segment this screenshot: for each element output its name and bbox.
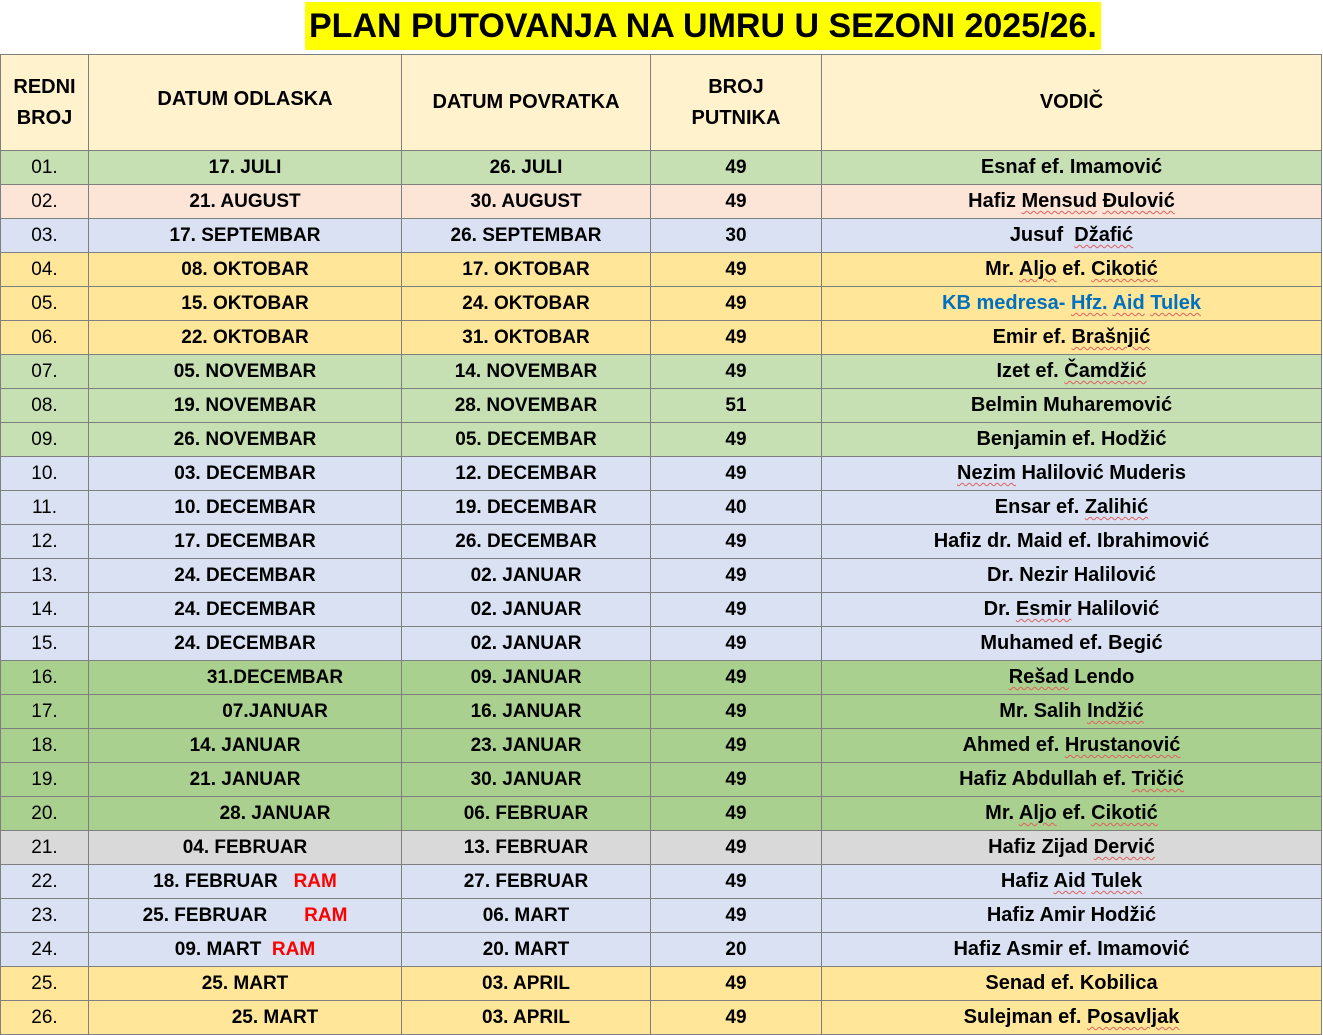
- passenger-count-cell: 40: [651, 491, 822, 525]
- row-number-cell: 11.: [1, 491, 89, 525]
- guide-name-part: Cikotić: [1091, 258, 1158, 280]
- table-row: [1, 219, 1322, 253]
- guide-name-part: Hafiz dr. Maid ef. Ibrahimović: [933, 530, 1210, 552]
- row-number-cell: 17.: [1, 695, 89, 729]
- return-date-cell: 03. APRIL: [402, 967, 651, 1001]
- ram-tag: RAM: [304, 905, 348, 926]
- departure-date: 24. DECEMBAR: [174, 565, 316, 586]
- departure-date-cell: [89, 253, 402, 287]
- table-row: [1, 491, 1322, 525]
- tag-gap: [267, 905, 304, 926]
- departure-date: 25. MART: [231, 1007, 319, 1028]
- guide-name-part: Belmin Muharemović: [970, 394, 1173, 416]
- return-date-cell: 09. JANUAR: [402, 661, 651, 695]
- guide-name-part: Lendo: [1068, 666, 1135, 688]
- return-date-cell: 06. FEBRUAR: [402, 797, 651, 831]
- departure-date-cell: [89, 321, 402, 355]
- table-row: [1, 151, 1322, 185]
- guide-name-part: Jusuf: [1009, 224, 1075, 246]
- return-date-cell: 28. NOVEMBAR: [402, 389, 651, 423]
- table-row: [1, 1001, 1322, 1035]
- departure-date: 17. JULI: [208, 157, 282, 178]
- return-date-cell: 19. DECEMBAR: [402, 491, 651, 525]
- header-datum-povratka: DATUM POVRATKA: [402, 55, 651, 151]
- passenger-count-cell: 49: [651, 763, 822, 797]
- return-date-cell: 03. APRIL: [402, 1001, 651, 1035]
- table-row: [1, 695, 1322, 729]
- guide-name-part: Cikotić: [1091, 802, 1158, 824]
- guide-name-part: Mr.: [985, 258, 1019, 280]
- departure-date-cell: [89, 797, 402, 831]
- return-date-cell: 05. DECEMBAR: [402, 423, 651, 457]
- row-number-cell: 07.: [1, 355, 89, 389]
- guide-name-part: Tulek: [1091, 870, 1143, 892]
- guide-name-part: Tulek: [1150, 292, 1201, 314]
- row-number-cell: 15.: [1, 627, 89, 661]
- departure-date-cell: [89, 933, 402, 967]
- return-date-cell: 24. OKTOBAR: [402, 287, 651, 321]
- passenger-count-cell: 49: [651, 797, 822, 831]
- passenger-count-cell: 49: [651, 151, 822, 185]
- guide-name-cell: [822, 831, 1322, 865]
- table-row: [1, 389, 1322, 423]
- guide-name-part: Hafiz Amir Hodžić: [986, 904, 1157, 926]
- guide-name-part: Aljo: [1018, 802, 1057, 824]
- return-date-cell: 02. JANUAR: [402, 627, 651, 661]
- guide-name-cell: [822, 355, 1322, 389]
- passenger-count-cell: 49: [651, 423, 822, 457]
- passenger-count-cell: 49: [651, 287, 822, 321]
- departure-date: 24. DECEMBAR: [174, 633, 316, 654]
- departure-date: 22. OKTOBAR: [181, 327, 309, 348]
- guide-name-part: Aid: [1053, 870, 1086, 892]
- passenger-count-cell: 49: [651, 899, 822, 933]
- guide-name-cell: [822, 933, 1322, 967]
- return-date-cell: 26. SEPTEMBAR: [402, 219, 651, 253]
- passenger-count-cell: 49: [651, 865, 822, 899]
- return-date-cell: 02. JANUAR: [402, 593, 651, 627]
- guide-name-part: Indžić: [1087, 700, 1144, 722]
- guide-name-part: Esmir: [1015, 598, 1072, 620]
- row-number-cell: 03.: [1, 219, 89, 253]
- table-row: [1, 967, 1322, 1001]
- departure-date-cell: [89, 967, 402, 1001]
- row-number-cell: 12.: [1, 525, 89, 559]
- departure-date-cell: [89, 763, 402, 797]
- row-number-cell: 10.: [1, 457, 89, 491]
- guide-name-part: Čamdžić: [1064, 360, 1147, 382]
- passenger-count-cell: 49: [651, 831, 822, 865]
- row-number-cell: 25.: [1, 967, 89, 1001]
- guide-name-part: Dr.: [983, 598, 1016, 620]
- guide-name-part: Dr. Nezir Halilović: [987, 564, 1156, 586]
- guide-name-part: Esnaf ef. Imamović: [980, 156, 1163, 178]
- guide-name-part: Hafiz: [968, 190, 1022, 212]
- guide-name-cell: [822, 593, 1322, 627]
- header-datum-odlaska: DATUM ODLASKA: [89, 55, 402, 151]
- guide-name-cell: [822, 457, 1322, 491]
- departure-date: 14. JANUAR: [189, 735, 301, 756]
- departure-date: 21. JANUAR: [189, 769, 301, 790]
- row-number-cell: 13.: [1, 559, 89, 593]
- page-title: PLAN PUTOVANJA NA UMRU U SEZONI 2025/26.: [305, 2, 1101, 50]
- return-date-cell: 26. JULI: [402, 151, 651, 185]
- departure-date-cell: [89, 457, 402, 491]
- guide-name-part: Izet ef.: [996, 360, 1065, 382]
- return-date-cell: 13. FEBRUAR: [402, 831, 651, 865]
- guide-name-part: KB medresa-: [942, 292, 1071, 314]
- guide-name-cell: [822, 559, 1322, 593]
- departure-date-cell: [89, 185, 402, 219]
- table-row: [1, 287, 1322, 321]
- departure-date-cell: [89, 831, 402, 865]
- guide-name-part: Halilović: [1071, 598, 1160, 620]
- header-redni-broj: REDNI BROJ: [1, 55, 89, 151]
- passenger-count-cell: 49: [651, 457, 822, 491]
- row-number-cell: 19.: [1, 763, 89, 797]
- row-number-cell: 14.: [1, 593, 89, 627]
- passenger-count-cell: 49: [651, 661, 822, 695]
- guide-name-part: Đulović: [1102, 190, 1175, 212]
- departure-date-cell: [89, 423, 402, 457]
- guide-name-part: Hfz.: [1070, 292, 1108, 314]
- guide-name-cell: [822, 797, 1322, 831]
- table-row: [1, 185, 1322, 219]
- departure-date-cell: [89, 525, 402, 559]
- guide-name-part: Rešad: [1008, 666, 1069, 688]
- guide-name-cell: [822, 967, 1322, 1001]
- departure-date-cell: [89, 1001, 402, 1035]
- guide-name-part: Ensar ef.: [994, 496, 1085, 518]
- departure-date: 08. OKTOBAR: [181, 259, 309, 280]
- guide-name-cell: [822, 763, 1322, 797]
- guide-name-part: Benjamin ef. Hodžić: [976, 428, 1167, 450]
- guide-name-cell: [822, 695, 1322, 729]
- umrah-schedule-table: [0, 54, 1322, 1035]
- departure-date: 10. DECEMBAR: [174, 497, 316, 518]
- departure-date: 21. AUGUST: [189, 191, 301, 212]
- departure-date: 31.DECEMBAR: [206, 667, 344, 688]
- departure-date: 19. NOVEMBAR: [173, 395, 317, 416]
- tag-gap: [278, 871, 294, 892]
- guide-name-part: Hafiz Asmir ef. Imamović: [953, 938, 1190, 960]
- departure-date: 07.JANUAR: [222, 701, 328, 722]
- return-date-cell: 02. JANUAR: [402, 559, 651, 593]
- table-row: [1, 559, 1322, 593]
- guide-name-part: ef.: [1056, 802, 1092, 824]
- departure-date: 28. JANUAR: [219, 803, 331, 824]
- row-number-cell: 05.: [1, 287, 89, 321]
- tag-gap: [261, 939, 272, 960]
- guide-name-cell: [822, 423, 1322, 457]
- table-row: [1, 593, 1322, 627]
- table-row: [1, 933, 1322, 967]
- ram-tag: RAM: [271, 939, 316, 960]
- passenger-count-cell: 49: [651, 695, 822, 729]
- guide-name-cell: [822, 865, 1322, 899]
- departure-date-cell: [89, 287, 402, 321]
- row-number-cell: 24.: [1, 933, 89, 967]
- departure-date: 26. NOVEMBAR: [173, 429, 317, 450]
- row-number-cell: 20.: [1, 797, 89, 831]
- guide-name-part: Muhamed ef. Begić: [980, 632, 1163, 654]
- guide-name-part: Ahmed ef.: [962, 734, 1065, 756]
- guide-name-part: Senad ef. Kobilica: [985, 972, 1158, 994]
- guide-name-part: Emir ef.: [992, 326, 1072, 348]
- passenger-count-cell: 49: [651, 627, 822, 661]
- passenger-count-cell: 49: [651, 185, 822, 219]
- departure-date-cell: [89, 661, 402, 695]
- guide-name-cell: [822, 525, 1322, 559]
- row-number-cell: 22.: [1, 865, 89, 899]
- table-row: [1, 321, 1322, 355]
- guide-name-part: Mr. Salih: [999, 700, 1088, 722]
- guide-name-part: Hafiz: [1000, 870, 1054, 892]
- guide-name-cell: [822, 1001, 1322, 1035]
- guide-name-part: Hafiz Zijad: [988, 836, 1094, 858]
- passenger-count-cell: 49: [651, 1001, 822, 1035]
- guide-name-part: Nezim: [957, 462, 1016, 484]
- return-date-cell: 23. JANUAR: [402, 729, 651, 763]
- table-row: [1, 423, 1322, 457]
- passenger-count-cell: 49: [651, 559, 822, 593]
- guide-name-cell: [822, 661, 1322, 695]
- guide-name-cell: [822, 899, 1322, 933]
- passenger-count-cell: 49: [651, 355, 822, 389]
- passenger-count-cell: 49: [651, 253, 822, 287]
- row-number-cell: 02.: [1, 185, 89, 219]
- departure-date: 24. DECEMBAR: [174, 599, 316, 620]
- table-row: [1, 355, 1322, 389]
- return-date-cell: 14. NOVEMBAR: [402, 355, 651, 389]
- table-row: [1, 627, 1322, 661]
- guide-name-part: Mensud: [1021, 190, 1098, 212]
- table-row: [1, 865, 1322, 899]
- table-row: [1, 457, 1322, 491]
- departure-date-cell: [89, 865, 402, 899]
- departure-date: 25. FEBRUAR: [142, 905, 268, 926]
- departure-date: 17. SEPTEMBAR: [169, 225, 321, 246]
- return-date-cell: 26. DECEMBAR: [402, 525, 651, 559]
- return-date-cell: 30. AUGUST: [402, 185, 651, 219]
- guide-name-part: Sulejman ef.: [963, 1006, 1088, 1028]
- departure-date-cell: [89, 151, 402, 185]
- return-date-cell: 31. OKTOBAR: [402, 321, 651, 355]
- passenger-count-cell: 49: [651, 967, 822, 1001]
- passenger-count-cell: 49: [651, 729, 822, 763]
- departure-date: 03. DECEMBAR: [174, 463, 316, 484]
- return-date-cell: 17. OKTOBAR: [402, 253, 651, 287]
- row-number-cell: 23.: [1, 899, 89, 933]
- table-row: [1, 797, 1322, 831]
- guide-name-part: Tričić: [1131, 768, 1184, 790]
- guide-name-cell: [822, 253, 1322, 287]
- row-number-cell: 08.: [1, 389, 89, 423]
- departure-date-cell: [89, 899, 402, 933]
- passenger-count-cell: 49: [651, 525, 822, 559]
- passenger-count-cell: 49: [651, 593, 822, 627]
- return-date-cell: 30. JANUAR: [402, 763, 651, 797]
- departure-date: 25. MART: [201, 973, 289, 994]
- departure-date-cell: [89, 593, 402, 627]
- row-number-cell: 16.: [1, 661, 89, 695]
- row-number-cell: 06.: [1, 321, 89, 355]
- departure-date-cell: [89, 729, 402, 763]
- departure-date-cell: [89, 355, 402, 389]
- row-number-cell: 26.: [1, 1001, 89, 1035]
- departure-date: 04. FEBRUAR: [182, 837, 308, 858]
- row-number-cell: 09.: [1, 423, 89, 457]
- departure-date: 17. DECEMBAR: [174, 531, 316, 552]
- return-date-cell: 20. MART: [402, 933, 651, 967]
- guide-name-part: Aljo: [1018, 258, 1057, 280]
- ram-tag: RAM: [293, 871, 337, 892]
- departure-date-cell: [89, 627, 402, 661]
- guide-name-part: Hafiz Abdullah ef.: [959, 768, 1132, 790]
- guide-name-part: Mr.: [985, 802, 1019, 824]
- header-broj-putnika: BROJ PUTNIKA: [651, 55, 822, 151]
- guide-name-part: ef.: [1056, 258, 1092, 280]
- departure-date-cell: [89, 559, 402, 593]
- table-row: [1, 253, 1322, 287]
- passenger-count-cell: 30: [651, 219, 822, 253]
- passenger-count-cell: 20: [651, 933, 822, 967]
- table-row: [1, 729, 1322, 763]
- guide-name-part: Dervić: [1093, 836, 1155, 858]
- guide-name-cell: [822, 491, 1322, 525]
- guide-name-cell: [822, 627, 1322, 661]
- table-row: [1, 525, 1322, 559]
- departure-date-cell: [89, 219, 402, 253]
- guide-name-cell: [822, 219, 1322, 253]
- guide-name-part: Džafić: [1074, 224, 1134, 246]
- departure-date-cell: [89, 389, 402, 423]
- guide-name-cell: [822, 321, 1322, 355]
- passenger-count-cell: 49: [651, 321, 822, 355]
- departure-date: 09. MART: [174, 939, 262, 960]
- return-date-cell: 06. MART: [402, 899, 651, 933]
- row-number-cell: 21.: [1, 831, 89, 865]
- table-row: [1, 831, 1322, 865]
- guide-name-part: Zalihić: [1084, 496, 1149, 518]
- departure-date: 18. FEBRUAR: [153, 871, 278, 892]
- departure-date-cell: [89, 695, 402, 729]
- guide-name-cell: [822, 151, 1322, 185]
- guide-name-cell: [822, 729, 1322, 763]
- departure-date-cell: [89, 491, 402, 525]
- departure-date: 05. NOVEMBAR: [173, 361, 317, 382]
- guide-name-cell: [822, 185, 1322, 219]
- return-date-cell: 27. FEBRUAR: [402, 865, 651, 899]
- guide-name-part: Brašnjić: [1071, 326, 1151, 348]
- table-row: [1, 763, 1322, 797]
- table-row: [1, 661, 1322, 695]
- guide-name-part: Posavljak: [1087, 1006, 1180, 1028]
- row-number-cell: 04.: [1, 253, 89, 287]
- header-vodic: VODIČ: [822, 55, 1322, 151]
- table-row: [1, 899, 1322, 933]
- guide-name-cell: [822, 389, 1322, 423]
- departure-date: 15. OKTOBAR: [181, 293, 309, 314]
- table-header-row: [1, 55, 1322, 151]
- guide-name-part: Halilović Muderis: [1015, 462, 1186, 484]
- return-date-cell: 12. DECEMBAR: [402, 457, 651, 491]
- guide-name-cell: [822, 287, 1322, 321]
- guide-name-part: Aid: [1112, 292, 1145, 314]
- passenger-count-cell: 51: [651, 389, 822, 423]
- return-date-cell: 16. JANUAR: [402, 695, 651, 729]
- guide-name-part: Hrustanović: [1064, 734, 1181, 756]
- row-number-cell: 18.: [1, 729, 89, 763]
- row-number-cell: 01.: [1, 151, 89, 185]
